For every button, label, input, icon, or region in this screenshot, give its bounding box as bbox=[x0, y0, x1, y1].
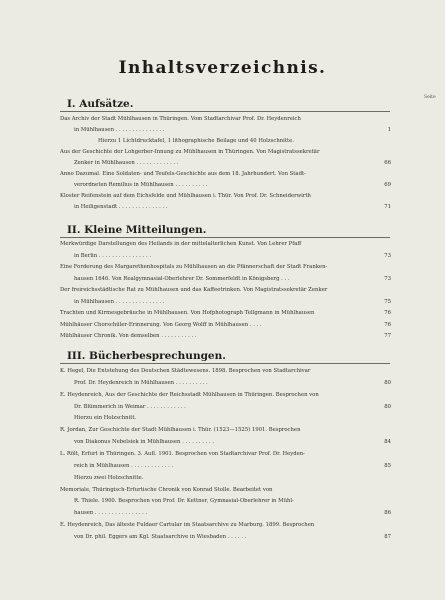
toc-entry-line: in Berlin . . . . . . . . . . . . . . . . bbox=[74, 252, 152, 259]
toc-page-number: 73 bbox=[384, 252, 391, 259]
toc-page-number: 77 bbox=[384, 333, 391, 339]
page-column-label: Seite bbox=[424, 95, 436, 100]
toc-entry-line: Mühlhäuser Chronik. Von demselben . . . . . . . . . . . bbox=[60, 333, 197, 339]
toc-page-number: 80 bbox=[384, 403, 391, 410]
toc-page-number: 66 bbox=[384, 160, 391, 166]
toc-page-number: 80 bbox=[384, 379, 391, 386]
toc-entry-line: R. Jordan, Zur Geschichte der Stadt Mühlhausen i. Thür. (1523—1525) 1901. Besprochen bbox=[60, 427, 301, 434]
toc-entry-line: Merkwürdige Darstellungen des Heilands in der mittelalterlichen Kunst. Von Lehrer Pfaff bbox=[60, 241, 302, 247]
toc-entry-line: Kloster Reifenstein auf dem Eichsfelde und Mühlhausen i. Thür. Von Prof. Dr. Schneiderwirth bbox=[60, 193, 311, 199]
toc-entry-line: Anno Dazumal. Eine Soldaten- und Teufels-Geschichte aus dem 18. Jahrhundert. Von Stadt- bbox=[60, 171, 306, 177]
toc-page-number: 86 bbox=[384, 510, 391, 517]
toc-entry-line: Zenker in Mühlhausen . . . . . . . . . . . . . bbox=[74, 160, 179, 166]
toc-entry-line: Prof. Dr. Heydenreich in Mühlhausen . . . . . . . . . . bbox=[74, 379, 208, 386]
toc-entry-line: in Heiligenstadt . . . . . . . . . . . . . . . bbox=[74, 204, 168, 210]
toc-entry-line: E. Heydenreich, Aus der Geschichte der Reichsstadt Mühlhausen in Thüringen. Besprochen von bbox=[60, 391, 319, 398]
section-heading: II. Kleine Mitteilungen. bbox=[67, 224, 207, 236]
section-divider bbox=[60, 111, 390, 112]
toc-page-number: 84 bbox=[384, 439, 391, 446]
section-heading: I. Aufsätze. bbox=[67, 98, 134, 110]
toc-entry-line: L. Rölt, Erfurt in Thüringen. 3. Aufl. 1901. Besprochen von Stadtarchivar Prof. Dr. Heyden- bbox=[60, 450, 305, 457]
toc-entry-line: Aus der Geschichte der Lohgerber-Innung zu Mühlhausen in Thüringen. Von Magistratssekretär bbox=[60, 149, 320, 155]
toc-page-number: 71 bbox=[384, 204, 391, 210]
toc-entry-line: R. Thiele. 1900. Besprochen von Prof. Dr. Kettner, Gymnasial-Oberlehrer in Mühl- bbox=[74, 498, 294, 505]
toc-entry-line: Das Archiv der Stadt Mühlhausen in Thüringen. Vom Stadtarchivar Prof. Dr. Heydenreich bbox=[60, 116, 301, 122]
toc-entry-line: hausen . . . . . . . . . . . . . . . . bbox=[74, 510, 148, 517]
toc-page-number: 76 bbox=[384, 321, 391, 328]
toc-entry-line: Hierzu zwei Holzschnitte. bbox=[74, 474, 144, 481]
toc-entry-line: hausen 1646. Von Realgymnasial-Oberlehrer Dr. Sommerfeldt in Königsberg . . . bbox=[74, 275, 290, 282]
toc-entry-line: Memoriale, Thüringisch-Erfurtische Chronik von Konrad Stolle. Bearbeitet von bbox=[60, 486, 273, 493]
toc-entry-line: Hierzu ein Holzschnitt. bbox=[74, 415, 137, 422]
section-divider bbox=[60, 237, 390, 238]
toc-page-number: 1 bbox=[387, 127, 391, 133]
toc-entry-line: verordneten Remilius in Mühlhausen . . . . . . . . . . bbox=[74, 182, 208, 188]
toc-entry-line: Der freireichsstädtische Rat zu Mühlhausen und das Kaffeetrinken. Von Magistratssekretär Zenker bbox=[60, 287, 328, 293]
toc-page-number: 73 bbox=[384, 275, 391, 282]
section-heading: III. Bücherbesprechungen. bbox=[67, 350, 226, 362]
toc-page-number: 85 bbox=[384, 462, 391, 469]
toc-entry-line: Trachten und Kirmesgebräuche in Mühlhausen. Von Hofphotograph Tellgmann in Mühlhausen bbox=[60, 310, 315, 316]
toc-entry-line: in Mühlhausen . . . . . . . . . . . . . . . bbox=[74, 298, 165, 305]
toc-page-number: 75 bbox=[384, 298, 391, 305]
toc-page-number: 69 bbox=[384, 182, 391, 188]
toc-entry-line: Mühlhäuser Chorschüler-Erinnerung. Von Georg Wolff in Mühlhausen . . . . bbox=[60, 321, 262, 328]
toc-page-number: 87 bbox=[384, 533, 391, 540]
toc-entry-line: von Diakonus Nebelsiek in Mühlhausen . . . . . . . . . . bbox=[74, 439, 215, 446]
toc-page-number: 76 bbox=[384, 310, 391, 316]
toc-entry-line: reich in Mühlhausen . . . . . . . . . . . . . bbox=[74, 462, 174, 469]
toc-entry-line: Hierzu 1 Lichtdrucktafel, 1 lithographische Beilage und 40 Holzschnitte. bbox=[98, 138, 294, 144]
toc-entry-line: K. Hegel, Die Entstehung des Deutschen Städtewesens. 1898. Besprochen von Stadtarchivar bbox=[60, 368, 311, 374]
toc-entry-line: Dr. Blümmerich in Weimar . . . . . . . . . . . . bbox=[74, 403, 186, 410]
toc-entry-line: Eine Forderung des Margarethenhospitals zu Mühlhausen an die Pfännerschaft der Stadt Franken- bbox=[60, 264, 328, 270]
toc-entry-line: in Mühlhausen . . . . . . . . . . . . . . . bbox=[74, 127, 165, 133]
section-divider bbox=[60, 363, 390, 364]
toc-entry-line: E. Heydenreich, Das älteste Fuldaer Cartular im Staatsarchive zu Marburg. 1899. Besprochen bbox=[60, 522, 315, 529]
page-title: Inhaltsverzeichnis. bbox=[118, 58, 327, 78]
toc-entry-line: von Dr. phil. Eggers am Kgl. Staatsarchive in Wiesbaden . . . . . . bbox=[74, 533, 247, 540]
